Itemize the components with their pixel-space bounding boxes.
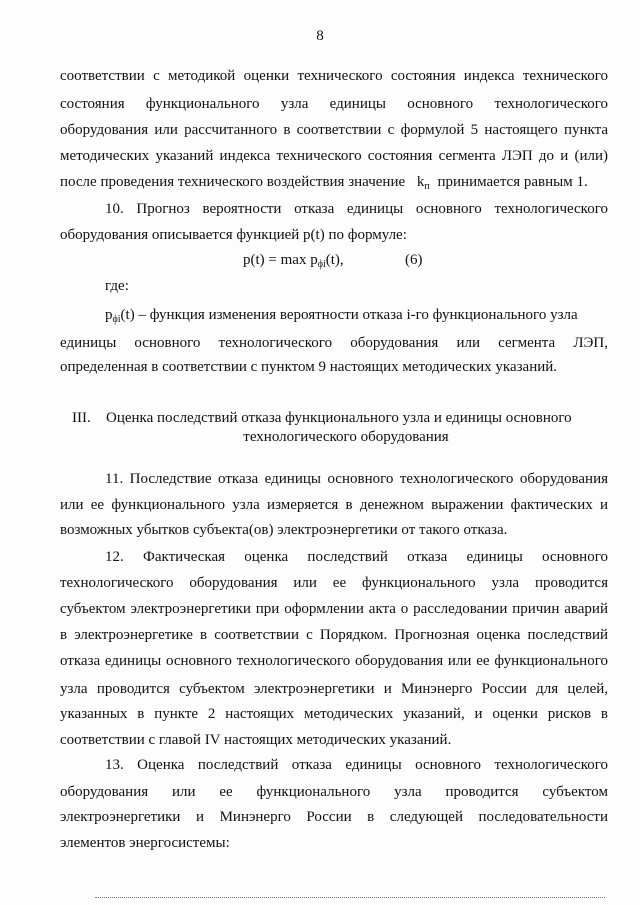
paragraph-13-line-3: электроэнергетики и Минэнерго России в следующей последовательности <box>60 809 608 825</box>
paragraph-10-line-2: оборудования описывается функцией p(t) по формуле: <box>60 227 407 243</box>
paragraph-11-line-1: 11. Последствие отказа единицы основного технологического оборудования <box>105 471 608 487</box>
paragraph-12-line-8: соответствии с главой IV настоящих методических указаний. <box>60 732 452 748</box>
section-numeral: III. <box>72 410 91 426</box>
paragraph-11-line-2: или ее функционального узла измеряется в денежном выражении фактических и <box>60 497 608 513</box>
page-number: 8 <box>316 28 324 44</box>
continuation-line-5 <box>60 173 608 191</box>
paragraph-13-line-1: 13. Оценка последствий отказа единицы основного технологического <box>105 757 608 773</box>
continuation-line-5-text: после проведения технического воздействия значение <box>60 174 406 190</box>
section-heading-line-1 <box>60 409 608 427</box>
continuation-line-4: методических указаний индекса технического состояния сегмента ЛЭП до и (или) <box>60 148 608 164</box>
formula-lhs: p(t) = max p <box>243 252 318 268</box>
k-subscript: п <box>424 181 430 192</box>
continuation-line-2: состояния функционального узла единицы основного технологического <box>60 96 608 112</box>
section-heading-text-1: Оценка последствий отказа функционального узла и единицы основного <box>106 410 572 426</box>
paragraph-12-line-2: технологического оборудования или ее функционального узла проводится <box>60 575 608 591</box>
section-heading-line-2: технологического оборудования <box>243 429 449 445</box>
continuation-line-3: оборудования или рассчитанного в соответствии с формулой 5 настоящего пункта <box>60 122 608 138</box>
definition-subscript: ϕi <box>112 314 121 325</box>
definition-line-1 <box>105 306 608 324</box>
formula-expression <box>243 251 344 269</box>
formula-number: (6) <box>405 252 423 268</box>
paragraph-12-line-4: в электроэнергетике в соответствии с Порядком. Прогнозная оценка последствий <box>60 627 608 643</box>
paragraph-10-line-1: 10. Прогноз вероятности отказа единицы основного технологического <box>105 201 608 217</box>
where-label: где: <box>105 278 129 294</box>
continuation-line-1: соответствии с методикой оценки технического состояния индекса технического <box>60 68 608 84</box>
definition-line-1-rest: (t) – функция изменения вероятности отказа i-го функционального узла <box>120 307 578 323</box>
k-coefficient <box>417 174 430 190</box>
paragraph-12-line-6: узла проводится субъектом электроэнергетики и Минэнерго России для целей, <box>60 681 608 697</box>
definition-symbol: p <box>105 307 113 323</box>
formula-6 <box>60 251 608 269</box>
paragraph-11-line-3: возможных убытков субъекта(ов) электроэнергетики от такого отказа. <box>60 522 508 538</box>
formula-rhs: (t), <box>325 252 344 268</box>
paragraph-12-line-7: указанных в пункте 2 настоящих методических указаний, и оценки рисков в <box>60 706 608 722</box>
paragraph-12-line-1: 12. Фактическая оценка последствий отказа единицы основного <box>105 549 608 565</box>
scan-bottom-edge <box>95 897 605 898</box>
paragraph-12-line-5: отказа единицы основного технологического оборудования или ее функционального <box>60 653 608 669</box>
paragraph-13-line-4: элементов энергосистемы: <box>60 835 230 851</box>
paragraph-13-line-2: оборудования или ее функционального узла проводится субъектом <box>60 784 608 800</box>
formula-subscript: ϕi <box>317 259 326 270</box>
continuation-line-5-tail: принимается равным 1. <box>437 174 588 190</box>
k-symbol: k <box>416 174 425 190</box>
paragraph-12-line-3: субъектом электроэнергетики при оформлении акта о расследовании причин аварий <box>60 601 608 617</box>
definition-line-2: единицы основного технологического оборудования или сегмента ЛЭП, <box>60 335 608 351</box>
definition-line-3: определенная в соответствии с пунктом 9 настоящих методических указаний. <box>60 359 558 375</box>
